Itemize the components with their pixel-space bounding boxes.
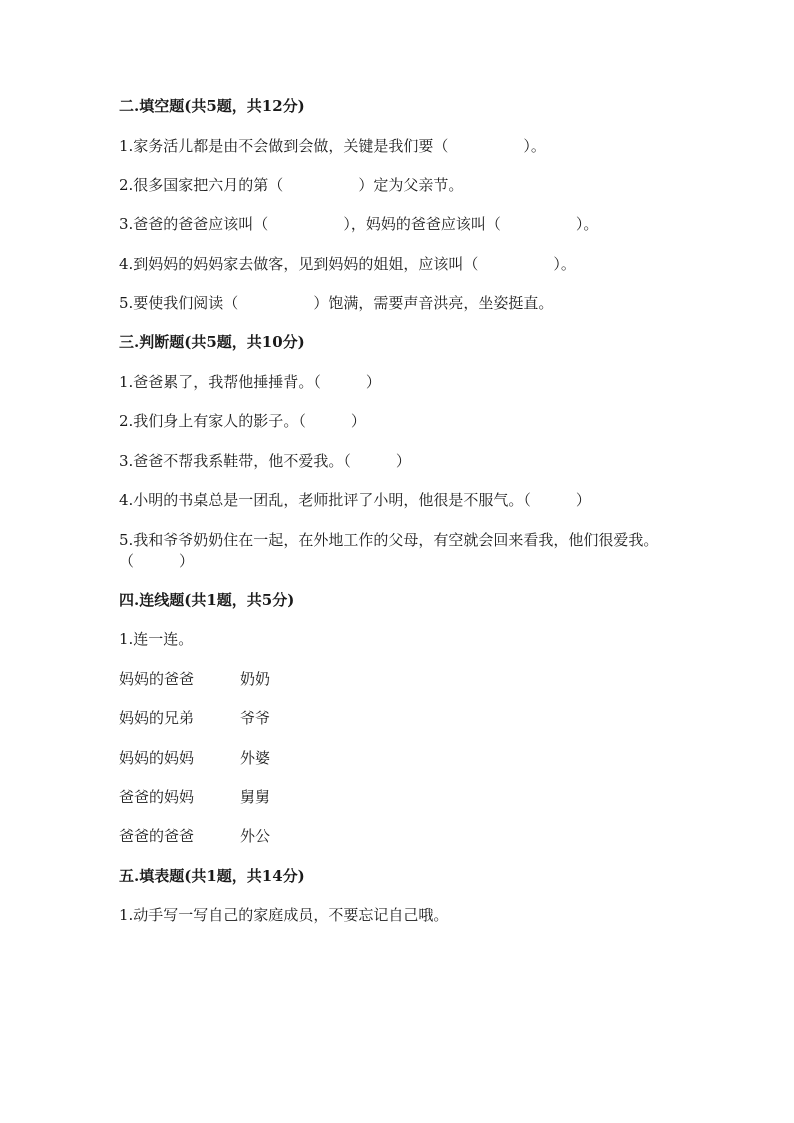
table-heading: 五.填表题(共1题，共14分) bbox=[119, 867, 305, 885]
matching-left-item: 爸爸的爸爸 bbox=[119, 827, 195, 845]
matching-left-item: 妈妈的妈妈 bbox=[119, 749, 195, 767]
matching-heading: 四.连线题(共1题，共5分) bbox=[119, 591, 295, 609]
matching-right-item: 舅舅 bbox=[240, 788, 271, 806]
matching-right-item: 外婆 bbox=[240, 749, 271, 767]
fill-blank-question-1: 1.家务活儿都是由不会做到会做，关键是我们要（ ）。 bbox=[119, 137, 546, 155]
matching-right-item: 外公 bbox=[240, 827, 271, 845]
matching-left-item: 爸爸的妈妈 bbox=[119, 788, 195, 806]
fill-blank-question-3: 3.爸爸的爸爸应该叫（ ），妈妈的爸爸应该叫（ ）。 bbox=[119, 215, 599, 233]
table-question-1: 1.动手写一写自己的家庭成员，不要忘记自己哦。 bbox=[119, 906, 449, 924]
matching-right-item: 爷爷 bbox=[240, 709, 271, 727]
matching-left-item: 妈妈的爸爸 bbox=[119, 670, 195, 688]
judge-question-3: 3.爸爸不帮我系鞋带，他不爱我。（ ） bbox=[119, 452, 411, 470]
judge-question-5: 5.我和爷爷奶奶住在一起，在外地工作的父母，有空就会回来看我，他们很爱我。（ ） bbox=[119, 531, 659, 570]
fill-blank-question-4: 4.到妈妈的妈妈家去做客，见到妈妈的姐姐，应该叫（ ）。 bbox=[119, 255, 576, 273]
matching-question-1: 1.连一连。 bbox=[119, 630, 194, 648]
fill-blank-question-5: 5.要使我们阅读（ ）饱满，需要声音洪亮，坐姿挺直。 bbox=[119, 294, 554, 312]
judge-heading: 三.判断题(共5题，共10分) bbox=[119, 333, 305, 351]
judge-question-2: 2.我们身上有家人的影子。（ ） bbox=[119, 412, 366, 430]
fill-blank-heading: 二.填空题(共5题，共12分) bbox=[119, 97, 305, 115]
matching-right-item: 奶奶 bbox=[240, 670, 271, 688]
judge-question-4: 4.小明的书桌总是一团乱，老师批评了小明，他很是不服气。（ ） bbox=[119, 491, 591, 509]
fill-blank-question-2: 2.很多国家把六月的第（ ）定为父亲节。 bbox=[119, 176, 464, 194]
matching-left-item: 妈妈的兄弟 bbox=[119, 709, 195, 727]
judge-question-1: 1.爸爸累了，我帮他捶捶背。（ ） bbox=[119, 373, 381, 391]
